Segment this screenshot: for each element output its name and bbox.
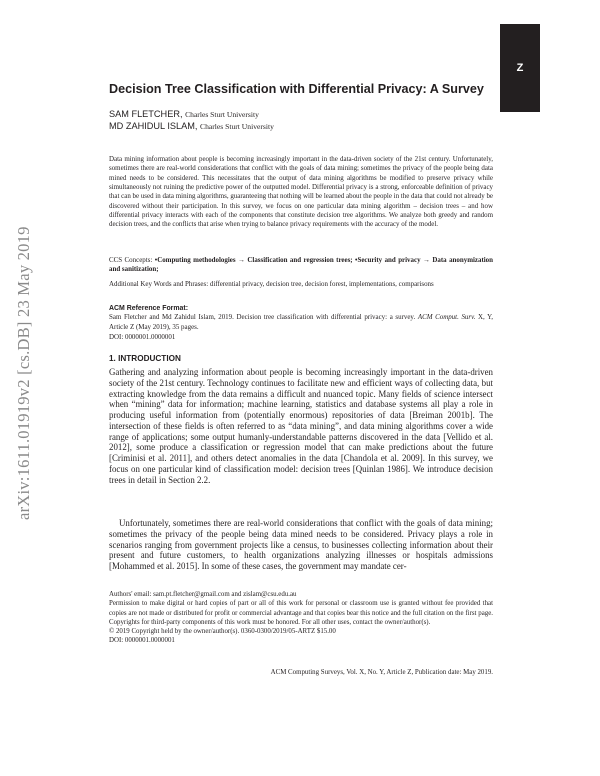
reference-format-heading: ACM Reference Format: [109, 305, 189, 312]
footnote-doi: DOI: 0000001.0000001 [109, 637, 175, 645]
ccs-concepts-text: •Computing methodologies → Classification and regression trees; •Security and privacy → Data anonymization and sanitization; [109, 256, 494, 274]
section-heading: 1. INTRODUCTION [109, 354, 181, 363]
paper-title: Decision Tree Classification with Differential Privacy: A Survey [109, 82, 484, 96]
footnote-copyright: © 2019 Copyright held by the owner/author(s). 0360-0300/2019/05-ARTZ $15.00 [109, 628, 336, 636]
footnote-emails: Authors' email: sam.pt.fletcher@gmail.com and zislam@csu.edu.au [109, 591, 297, 598]
abstract: Data mining information about people is becoming increasingly important in the data-driven society of the 21st century. Unfortunately, sometimes there are real-world considerations that conflict with the goals of data mining; sometimes the privacy of the people being data mined needs to be considered. This necessitates that the output of data mining algorithms be modified to preserve privacy while simultaneously not ruining the predictive power of the outputted model. Differential privacy is a strong, enforceable definition of privacy that can be used in data mining algorithms, guaranteeing that nothing will be learned about the people in the data that could not already be discovered without their participation. In this survey, we focus on one particular data mining algorithm – decision trees – and how differential privacy interacts with each of the components that constitute decision tree algorithms. We analyze both greedy and random decision trees, and the conflicts that arise when trying to balance privacy requirements with the accuracy of the model. [109, 155, 493, 229]
author-2 [109, 121, 274, 131]
keywords-text: differential privacy, decision tree, decision forest, implementations, comparisons [209, 280, 434, 288]
intro-paragraph-2: Unfortunately, sometimes there are real-world considerations that conflict with the goals of data mining; sometimes the privacy of the people being data mined needs to be considered. Privacy plays a role in scenarios ranging from government projects like a census, to businesses collecting information about their present and future customers, to health organizations analyzing illnesses or hospitals admissions [Mohammed et al. 2015]. In some of these cases, the government may mandate cer- [109, 518, 493, 571]
reference-citation: Sam Fletcher and Md Zahidul Islam, 2019. Decision tree classification with differential privacy: a survey. ACM Comput. Surv. X, Y, Article Z (May 2019), 35 pages. [109, 313, 493, 331]
ccs-label: CCS Concepts: [109, 256, 153, 264]
reference-details: X, Y, Article Z (May 2019), 35 pages. [109, 313, 493, 331]
keywords-label: Additional Key Words and Phrases: [109, 280, 209, 288]
keywords [109, 280, 493, 289]
footnote-permission: Permission to make digital or hard copies of part or all of this work for personal or classroom use is granted without fee provided that copies are not made or distributed for profit or commercial advantage and that copies bear this notice and the full citation on the first page. Copyrights for third-party components of this work must be honored. For all other uses, contact the owner/author(s). [109, 600, 493, 626]
reference-format [109, 304, 493, 332]
running-footer: ACM Computing Surveys, Vol. X, No. Y, Article Z, Publication date: May 2019. [270, 669, 493, 676]
ccs-concepts [109, 256, 493, 275]
footnote [109, 590, 493, 646]
article-tab-letter: Z [516, 62, 524, 74]
article-tab [500, 24, 540, 112]
author-name: SAM FLETCHER, [109, 109, 183, 119]
intro-paragraph-1: Gathering and analyzing information about people is becoming increasingly important in the data-driven society of the 21st century. Technology continues to facilitate new and efficient ways of collecting data, but extracting knowledge from the data remains a difficult and nuanced topic. Many fields of science intersect when “mining” data for information; machine learning, statistics and database systems all play a role in producing useful information from (potentially enormous) repositories of data [Breiman 2001b]. The intersection of these fields is often referred to as “data mining”, and data mining algorithms cover a wide range of applications; some output humanly-understandable patterns discovered in the data [Vellido et al. 2012], some produce a classification or regression model that can make predictions about the future [Criminisi et al. 2011], and others detect anomalies in the data [Chandola et al. 2009]. In this survey, we focus on one particular kind of classification model: decision trees [Quinlan 1986]. We introduce decision trees in detail in Section 2.2. [109, 367, 493, 485]
author-affiliation: Charles Sturt University [200, 122, 274, 131]
arxiv-stamp: arXiv:1611.01919v2 [cs.DB] 23 May 2019 [14, 226, 33, 520]
author-name: MD ZAHIDUL ISLAM, [109, 121, 198, 131]
author-1 [109, 109, 259, 119]
reference-journal: ACM Comput. Surv. [417, 313, 476, 322]
author-affiliation: Charles Sturt University [185, 110, 259, 119]
doi: DOI: 0000001.0000001 [109, 333, 176, 341]
